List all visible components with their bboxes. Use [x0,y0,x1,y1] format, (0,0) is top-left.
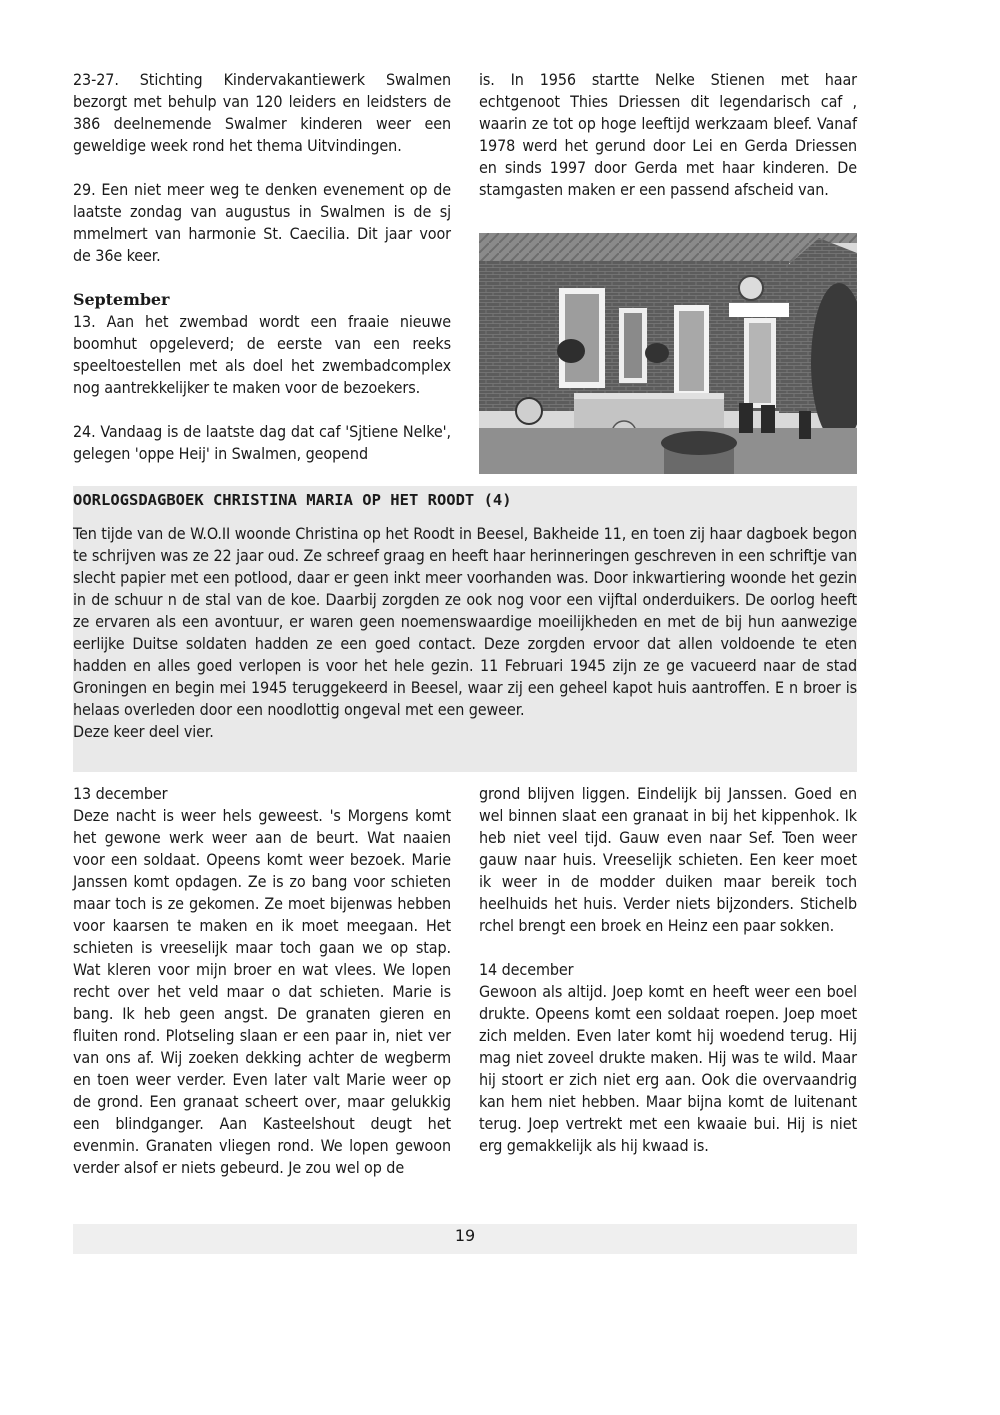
entry-cafe-continued: is. In 1956 startte Nelke Stienen met haar echtgenoot Thies Driessen dit legendarisch caf , waarin ze tot op hoge leeftijd werkzaam bleef. Vanaf 1978 werd het gerund door Lei en Gerda Driessen en sinds 1997 door Gerda met haar kinderen. De stamgasten maken er een passend afscheid van. [479,70,857,199]
diary-entry-13-december: Deze nacht is weer hels geweest. 's Morgens komt het gewone werk weer aan de beurt. Wat naaien voor een soldaat. Opeens komt weer bezoek. Marie Janssen komt opdagen. Ze is zo bang voor schieten maar toch is ze gekomen. Ze moet bijenwas hebben voor kaarsen te maken en ik moet meegaan. Het schieten is vreeselijk maar toch gaan we op stap. Wat kleren voor mijn broer en wat vlees. We lopen recht over het veld maar o dat schieten. Marie is bang. Ik heb geen angst. De granaten gieren en fluiten rond. Plotseling slaan er een paar in, niet ver van ons af. Wij zoeken dekking achter de wegberm en toen weer verder. Even later valt Marie weer op de grond. Een granaat scheert over, maar gelukkig een blindganger. Aan Kasteelshout deugt het evenmin. Granaten vliegen rond. We lopen gewoon verder alsof er niets gebeurd. Je zou wel op de [73,806,451,1177]
diary-left-column [73,783,451,1179]
diary-right-column [479,783,857,1157]
cafe-photo-image [479,233,857,474]
article-intro-closing: Deze keer deel vier. [73,722,214,741]
entry-boomhut: 13. Aan het zwembad wordt een fraaie nieuwe boomhut opgeleverd; de eerste van een reeks speeltoestellen met als doel het zwembadcomplex nog aantrekkelijker te maken voor de bezoekers. [73,312,451,397]
article-intro-text: Ten tijde van de W.O.II woonde Christina op het Roodt in Beesel, Bakheide 11, en toen zij haar dagboek begon te schrijven was ze 22 jaar oud. Ze schreef graag en heeft haar herinneringen geschreven in een schriftje van slecht papier met een potlood, daar er geen inkt meer voorhanden was. Door inkwartiering woonde het gezin in de schuur n de stal van de koe. Daarbij zorgden ze ook nog voor een vijftal onderduikers. De oorlog heeft ze ervaren als een avontuur, er waren geen noemenswaardige moeilijkheden en met de bij hun aanwezige eerlijke Duitse soldaten hadden ze een goed contact. Deze zorgden ervoor dat allen voldoende te eten hadden en alles goed verlopen is voor het hele gezin. 11 Februari 1945 zijn ze ge vacueerd naar de stad Groningen en begin mei 1945 teruggekeerd in Beesel, waar zij een geheel kapot huis aantroffen. E n broer is helaas overleden door een noodlottig ongeval met een geweer. [73,524,857,719]
cafe-photo [479,233,857,474]
top-left-column [73,69,451,465]
entry-cafe-start: 24. Vandaag is de laatste dag dat caf 'Sjtiene Nelke', gelegen 'oppe Heij' in Swalmen, geopend [73,422,451,463]
entry-kindervakantiewerk: 23-27. Stichting Kindervakantiewerk Swalmen bezorgt met behulp van 120 leiders en leidsters de 386 deelnemende Swalmer kinderen weer een geweldige week rond het thema Uitvindingen. [73,70,451,155]
diary-entry-14-december: Gewoon als altijd. Joep komt en heeft weer een boel drukte. Opeens komt een soldaat roepen. Joep moet zich melden. Even later komt hij woedend terug. Hij mag niet zoveel drukte maken. Hij was te wild. Maar hij stoort er zich niet erg aan. Ook die overvaandrig kan hem niet hebben. Maar bijna komt de luitenant terug. Joep vertrekt met een kwaaie bui. Hij is niet erg gemakkelijk als hij kwaad is. [479,982,857,1155]
top-right-column [479,69,857,201]
diary-date-14-december: 14 december [479,960,574,979]
article-title: OORLOGSDAGBOEK CHRISTINA MARIA OP HET ROODT (4) [73,491,512,509]
page-number: 19 [454,1226,476,1245]
entry-sjmmelmert: 29. Een niet meer weg te denken evenement op de laatste zondag van augustus in Swalmen is de sj mmelmert van harmonie St. Caecilia. Dit jaar voor de 36e keer. [73,180,451,265]
month-heading-september: September [73,290,170,309]
diary-date-13-december: 13 december [73,784,168,803]
diary-entry-13-december-continued: grond blijven liggen. Eindelijk bij Janssen. Goed en wel binnen slaat een granaat in bij het kippenhok. Ik heb niet veel tijd. Gauw even naar Sef. Toen weer gauw naar huis. Vreeselijk schieten. Een keer moet ik weer in de modder duiken maar bereik toch heelhuids het huis. Verder niets bijzonders. Stichelb rchel brengt een broek en Heinz een paar sokken. [479,784,857,935]
article-intro [73,523,857,743]
